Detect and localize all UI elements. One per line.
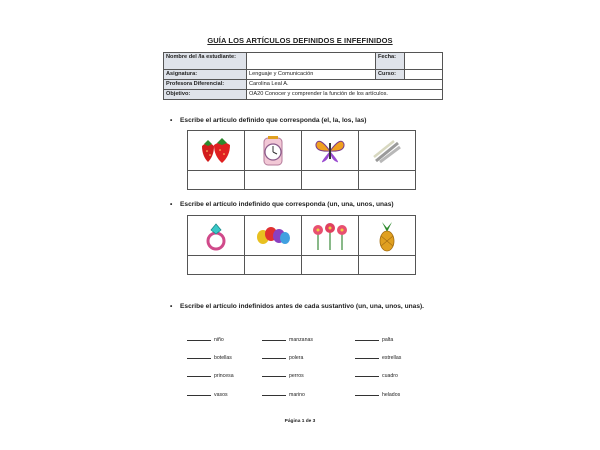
question-2 <box>170 201 394 208</box>
question-3 <box>170 299 430 315</box>
picture-table-2 <box>187 215 416 275</box>
answer-cell[interactable] <box>245 171 302 190</box>
ring-icon <box>203 221 229 251</box>
answer-cell[interactable] <box>302 171 359 190</box>
flowers-icon <box>310 220 350 252</box>
answer-cell[interactable] <box>188 256 245 275</box>
answer-cell[interactable] <box>359 171 416 190</box>
word-item[interactable]: helados <box>355 390 400 398</box>
subject-value: Lenguaje y Comunicación <box>247 70 376 80</box>
subject-label: Asignatura: <box>164 70 247 80</box>
name-field[interactable] <box>247 53 376 70</box>
course-field[interactable] <box>405 70 443 80</box>
strawberries-cell <box>188 131 245 171</box>
word-item[interactable]: botellas <box>187 353 232 361</box>
question-1 <box>170 117 367 124</box>
worksheet-title: GUÍA LOS ARTÍCULOS DEFINIDOS E INFEFINIDOS <box>207 36 393 45</box>
objective-value: OA20 Conocer y comprender la función de los artículos. <box>247 90 443 100</box>
name-label: Nombre del /la estudiante: <box>164 53 247 70</box>
word-item[interactable]: polera <box>262 353 303 361</box>
word-item[interactable]: perros <box>262 371 304 379</box>
question-3-text: Escribe el artículo indefinidos antes de cada sustantivo (un, una, unos, unas). <box>180 303 425 310</box>
word-item[interactable]: estrellas <box>355 353 401 361</box>
balloons-cell <box>245 216 302 256</box>
picture-table-1 <box>187 130 416 190</box>
strawberries-icon <box>198 136 234 166</box>
word-item[interactable]: cuadro <box>355 371 398 379</box>
question-2-text: Escribe el artículo indefinido que corresponda (un, una, unos, unas) <box>180 201 394 208</box>
pencils-icon <box>370 137 404 165</box>
word-item[interactable]: manzanas <box>262 335 313 343</box>
bullet: • <box>170 117 173 124</box>
question-1-text: Escribe el artículo definido que corresponda (el, la, los, las) <box>180 117 367 124</box>
bullet: • <box>170 303 173 310</box>
word-item[interactable]: vasos <box>187 390 228 398</box>
pineapple-icon <box>376 220 398 252</box>
clock-icon <box>258 135 288 167</box>
teacher-value: Carolina Leal A. <box>247 80 443 90</box>
word-item[interactable]: palta <box>355 335 393 343</box>
teacher-label: Profesora Diferencial: <box>164 80 247 90</box>
clock-cell <box>245 131 302 171</box>
bullet: • <box>170 201 173 208</box>
word-item[interactable]: marino <box>262 390 305 398</box>
answer-cell[interactable] <box>245 256 302 275</box>
date-label: Fecha: <box>376 53 405 70</box>
answer-cell[interactable] <box>302 256 359 275</box>
word-item[interactable]: princesa <box>187 371 234 379</box>
flowers-cell <box>302 216 359 256</box>
pencils-cell <box>359 131 416 171</box>
student-info-table <box>163 52 443 100</box>
answer-cell[interactable] <box>188 171 245 190</box>
word-item[interactable]: niño <box>187 335 224 343</box>
pineapple-cell <box>359 216 416 256</box>
course-label: Curso: <box>376 70 405 80</box>
balloons-icon <box>255 223 291 249</box>
butterfly-cell <box>302 131 359 171</box>
objective-label: Objetivo: <box>164 90 247 100</box>
answer-cell[interactable] <box>359 256 416 275</box>
ring-cell <box>188 216 245 256</box>
date-field[interactable] <box>405 53 443 70</box>
butterfly-icon <box>313 136 347 166</box>
page-footer: Página 1 de 3 <box>284 419 316 424</box>
